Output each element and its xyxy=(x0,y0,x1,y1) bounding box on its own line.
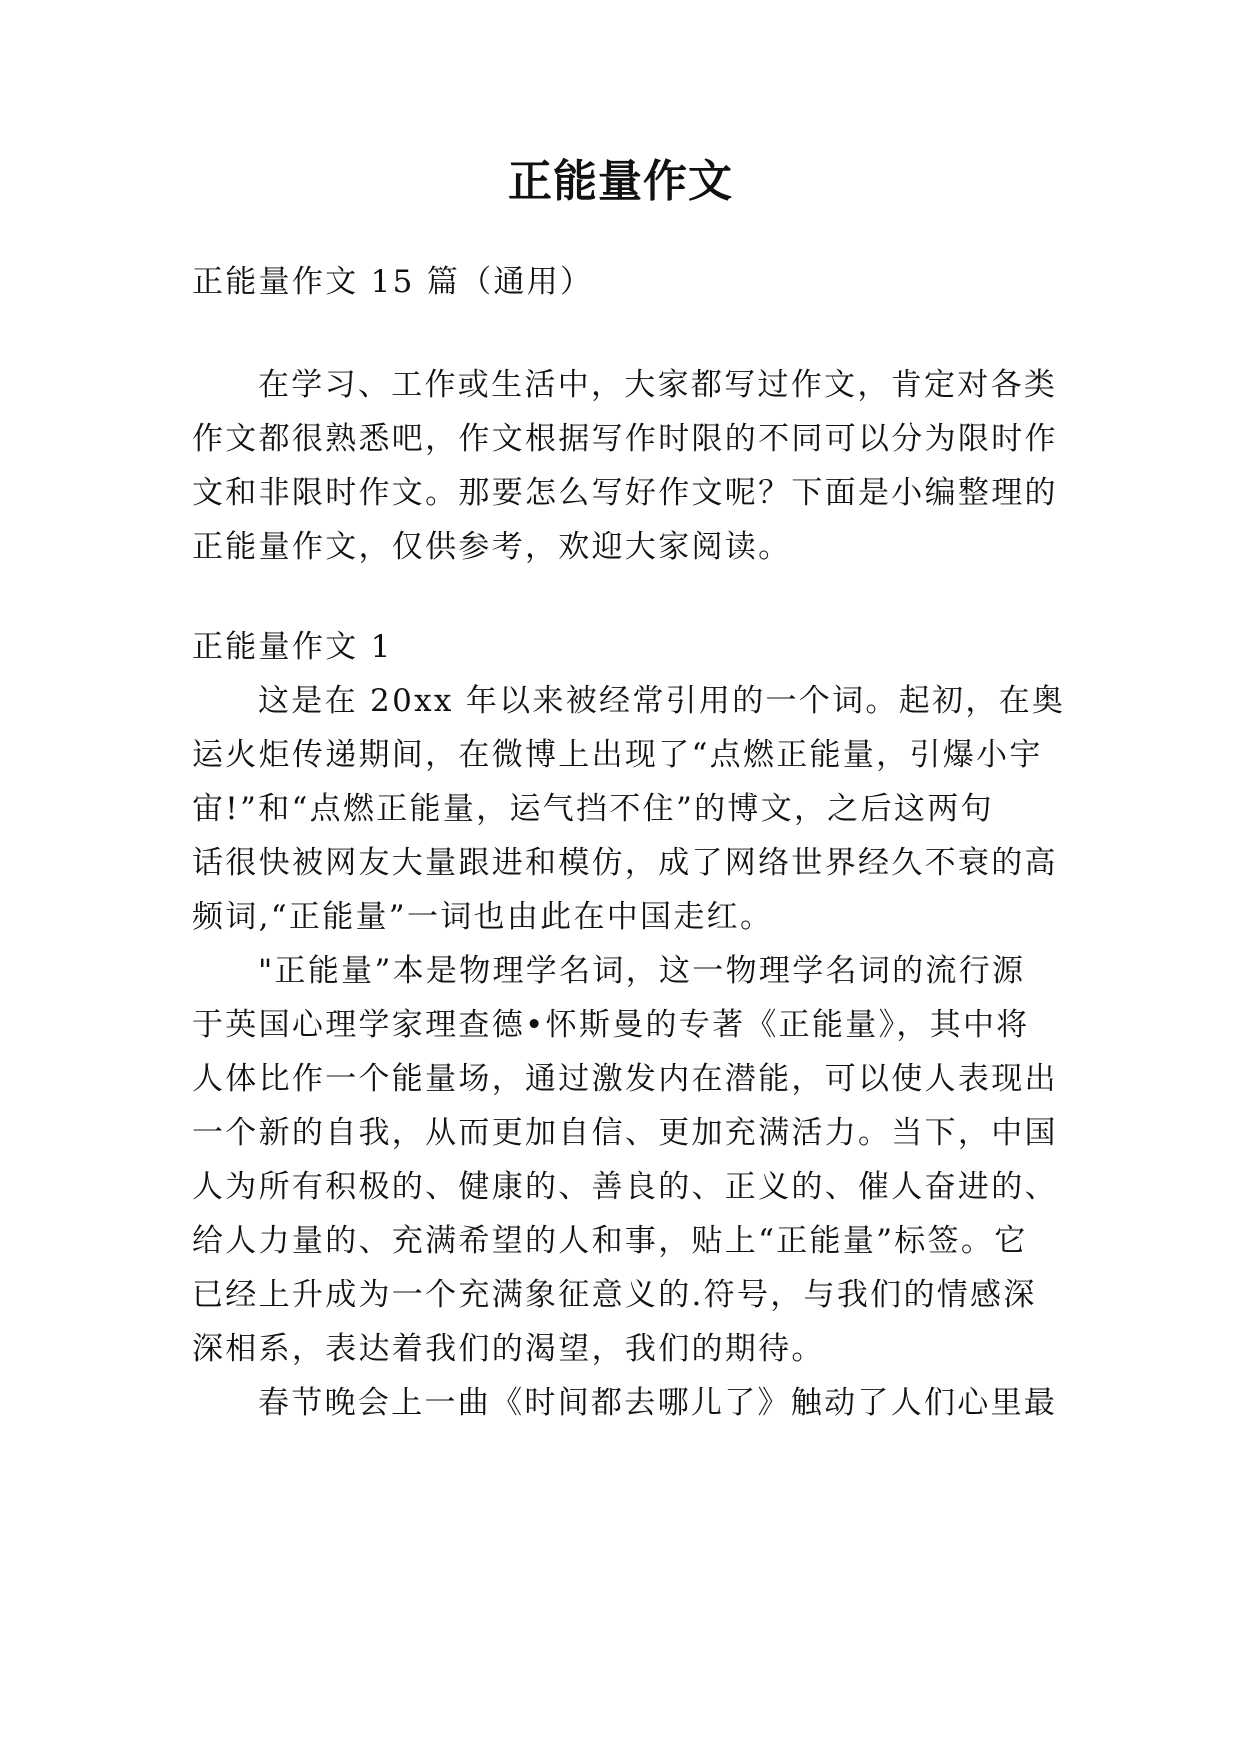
paragraph-line: 宙!”和“点燃正能量，运气挡不住”的博文，之后这两句 xyxy=(192,791,994,827)
intro-line: 作文都很熟悉吧，作文根据写作时限的不同可以分为限时作 xyxy=(192,421,1058,457)
paragraph-line: "正能量”本是物理学名词，这一物理学名词的流行源 xyxy=(258,953,1026,989)
intro-line: 在学习、工作或生活中，大家都写过作文，肯定对各类 xyxy=(258,367,1058,403)
paragraph-line: 人体比作一个能量场，通过激发内在潜能，可以使人表现出 xyxy=(192,1061,1058,1097)
section-heading: 正能量作文 1 xyxy=(192,629,393,665)
paragraph-line: 频词,“正能量”一词也由此在中国走红。 xyxy=(192,899,774,935)
document-subtitle: 正能量作文 15 篇（通用） xyxy=(192,264,594,300)
paragraph-line: 运火炬传递期间，在微博上出现了“点燃正能量，引爆小宇 xyxy=(192,737,1043,773)
paragraph-line: 这是在 20xx 年以来被经常引用的一个词。起初，在奥 xyxy=(258,683,1066,719)
paragraph-line: 给人力量的、充满希望的人和事，贴上“正能量”标签。它 xyxy=(192,1223,1028,1259)
paragraph-line: 于英国心理学家理查德•怀斯曼的专著《正能量》，其中将 xyxy=(192,1007,1030,1043)
paragraph-line: 已经上升成为一个充满象征意义的.符号，与我们的情感深 xyxy=(192,1277,1037,1313)
paragraph-line: 深相系，表达着我们的渴望，我们的期待。 xyxy=(192,1331,825,1367)
paragraph-line: 话很快被网友大量跟进和模仿，成了网络世界经久不衰的高 xyxy=(192,845,1058,881)
paragraph-line: 春节晚会上一曲《时间都去哪儿了》触动了人们心里最 xyxy=(258,1385,1058,1421)
intro-line: 文和非限时作文。那要怎么写好作文呢？下面是小编整理的 xyxy=(192,475,1058,511)
intro-line: 正能量作文，仅供参考，欢迎大家阅读。 xyxy=(192,529,792,565)
paragraph-line: 人为所有积极的、健康的、善良的、正义的、催人奋进的、 xyxy=(192,1169,1058,1205)
paragraph-line: 一个新的自我，从而更加自信、更加充满活力。当下，中国 xyxy=(192,1115,1058,1151)
document-title: 正能量作文 xyxy=(508,156,733,207)
